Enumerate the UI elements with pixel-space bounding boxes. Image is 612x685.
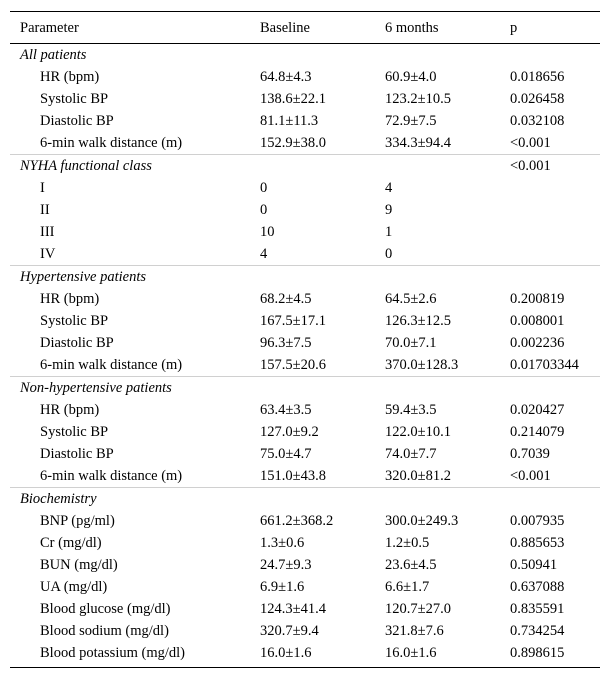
baseline-value: 152.9±38.0	[260, 135, 326, 151]
baseline-value: 661.2±368.2	[260, 513, 334, 529]
row-label: BUN (mg/dl)	[40, 557, 118, 573]
row-label: UA (mg/dl)	[40, 579, 108, 595]
p-value: 0.898615	[510, 645, 565, 661]
row-label: Blood glucose (mg/dl)	[40, 601, 171, 617]
row-label: HR (bpm)	[40, 291, 100, 307]
p-value: 0.200819	[510, 291, 565, 307]
baseline-value	[260, 44, 385, 67]
section-row	[10, 155, 600, 178]
table-row	[10, 598, 600, 620]
p-value	[510, 377, 600, 400]
six-months-value: 370.0±128.3	[385, 357, 459, 373]
baseline-value: 10	[260, 224, 275, 240]
table-row	[10, 221, 600, 243]
six-months-value	[385, 377, 510, 400]
baseline-value: 63.4±3.5	[260, 402, 312, 418]
six-months-value: 70.0±7.1	[385, 335, 437, 351]
six-months-value: 1.2±0.5	[385, 535, 430, 551]
six-months-value	[385, 44, 510, 67]
row-label: NYHA functional class	[10, 155, 260, 178]
p-value: 0.835591	[510, 601, 565, 617]
p-value: 0.50941	[510, 557, 558, 573]
row-label: Non-hypertensive patients	[10, 377, 260, 400]
p-value	[510, 177, 600, 199]
table-row	[10, 66, 600, 88]
p-value	[510, 221, 600, 243]
row-label: All patients	[20, 47, 87, 63]
baseline-value: 16.0±1.6	[260, 645, 312, 661]
six-months-value: 4	[385, 180, 393, 196]
baseline-value: 320.7±9.4	[260, 623, 319, 639]
p-value: <0.001	[510, 155, 600, 178]
row-label: Hypertensive patients	[10, 266, 260, 289]
row-label: II	[40, 202, 50, 218]
p-value: <0.001	[510, 135, 551, 151]
header-6-months: 6 months	[385, 12, 510, 44]
p-value: 0.020427	[510, 402, 565, 418]
row-label: Systolic BP	[40, 424, 109, 440]
table-row	[10, 110, 600, 132]
row-label: Systolic BP	[40, 91, 109, 107]
p-value: 0.637088	[510, 579, 565, 595]
six-months-value: 6.6±1.7	[385, 579, 430, 595]
section-row	[10, 377, 600, 400]
p-value: <0.001	[510, 468, 551, 484]
baseline-value: 75.0±4.7	[260, 446, 312, 462]
p-value: 0.885653	[510, 535, 565, 551]
six-months-value: 60.9±4.0	[385, 69, 437, 85]
header-row	[10, 12, 600, 44]
row-label: Diastolic BP	[40, 446, 114, 462]
baseline-value: 24.7±9.3	[260, 557, 312, 573]
p-value: 0.018656	[510, 69, 565, 85]
baseline-value: 157.5±20.6	[260, 357, 326, 373]
row-label: I	[40, 180, 45, 196]
table-row	[10, 421, 600, 443]
six-months-value: 120.7±27.0	[385, 601, 451, 617]
table-row	[10, 399, 600, 421]
p-value: 0.026458	[510, 91, 565, 107]
p-value: 0.214079	[510, 424, 565, 440]
row-label: BNP (pg/ml)	[40, 513, 115, 529]
six-months-value: 0	[385, 246, 393, 262]
row-label: Blood potassium (mg/dl)	[40, 645, 185, 661]
six-months-value: 9	[385, 202, 393, 218]
six-months-value: 59.4±3.5	[385, 402, 437, 418]
p-value	[510, 199, 600, 221]
section-row	[10, 44, 600, 67]
table-row	[10, 354, 600, 377]
baseline-value	[260, 488, 385, 511]
table-row	[10, 642, 600, 668]
baseline-value: 124.3±41.4	[260, 601, 326, 617]
baseline-value: 68.2±4.5	[260, 291, 312, 307]
table-row	[10, 199, 600, 221]
p-value: 0.734254	[510, 623, 565, 639]
header-parameter: Parameter	[10, 12, 260, 44]
row-label: Cr (mg/dl)	[40, 535, 102, 551]
baseline-value	[260, 377, 385, 400]
table-row	[10, 576, 600, 598]
row-label: Blood sodium (mg/dl)	[40, 623, 169, 639]
baseline-value: 6.9±1.6	[260, 579, 305, 595]
six-months-value: 320.0±81.2	[385, 468, 451, 484]
row-label: III	[40, 224, 55, 240]
six-months-value: 64.5±2.6	[385, 291, 437, 307]
p-value: 0.007935	[510, 513, 565, 529]
baseline-value: 127.0±9.2	[260, 424, 319, 440]
row-label: IV	[40, 246, 56, 262]
p-value: 0.01703344	[510, 357, 579, 373]
baseline-value: 0	[260, 202, 268, 218]
table-row	[10, 532, 600, 554]
six-months-value: 74.0±7.7	[385, 446, 437, 462]
row-label: 6-min walk distance (m)	[40, 135, 183, 151]
table-row	[10, 310, 600, 332]
six-months-value	[385, 155, 510, 178]
row-label: Systolic BP	[40, 313, 109, 329]
six-months-value: 300.0±249.3	[385, 513, 459, 529]
row-label: HR (bpm)	[40, 69, 100, 85]
six-months-value	[385, 488, 510, 511]
table-row	[10, 288, 600, 310]
p-value: 0.032108	[510, 113, 565, 129]
p-value: 0.002236	[510, 335, 565, 351]
baseline-value	[260, 155, 385, 178]
table-row	[10, 510, 600, 532]
baseline-value: 138.6±22.1	[260, 91, 326, 107]
row-label: 6-min walk distance (m)	[40, 357, 183, 373]
six-months-value: 1	[385, 224, 393, 240]
baseline-value: 96.3±7.5	[260, 335, 312, 351]
baseline-value: 64.8±4.3	[260, 69, 312, 85]
p-value	[510, 266, 600, 289]
six-months-value: 321.8±7.6	[385, 623, 444, 639]
six-months-value: 72.9±7.5	[385, 113, 437, 129]
table-row	[10, 243, 600, 266]
section-row	[10, 266, 600, 289]
six-months-value	[385, 266, 510, 289]
row-label: Diastolic BP	[40, 113, 114, 129]
six-months-value: 122.0±10.1	[385, 424, 451, 440]
table-row	[10, 132, 600, 155]
p-value	[510, 488, 600, 511]
table-row	[10, 620, 600, 642]
section-row	[10, 488, 600, 511]
six-months-value: 16.0±1.6	[385, 645, 437, 661]
table-row	[10, 465, 600, 488]
six-months-value: 123.2±10.5	[385, 91, 451, 107]
baseline-value: 81.1±11.3	[260, 113, 319, 129]
row-label: HR (bpm)	[40, 402, 100, 418]
table-row	[10, 88, 600, 110]
six-months-value: 23.6±4.5	[385, 557, 437, 573]
baseline-value: 4	[260, 246, 268, 262]
header-baseline: Baseline	[260, 12, 385, 44]
header-p: p	[510, 12, 600, 44]
baseline-value: 1.3±0.6	[260, 535, 305, 551]
data-table	[10, 11, 600, 668]
row-label: Diastolic BP	[40, 335, 114, 351]
baseline-value: 151.0±43.8	[260, 468, 326, 484]
baseline-value: 167.5±17.1	[260, 313, 326, 329]
baseline-value: 0	[260, 180, 268, 196]
six-months-value: 334.3±94.4	[385, 135, 451, 151]
row-label: 6-min walk distance (m)	[40, 468, 183, 484]
table-row	[10, 554, 600, 576]
table-row	[10, 177, 600, 199]
row-label: Biochemistry	[10, 488, 260, 511]
table-row	[10, 443, 600, 465]
p-value	[510, 243, 600, 266]
p-value: 0.7039	[510, 446, 550, 462]
six-months-value: 126.3±12.5	[385, 313, 451, 329]
p-value: 0.008001	[510, 313, 565, 329]
p-value	[510, 44, 600, 67]
table-row	[10, 332, 600, 354]
baseline-value	[260, 266, 385, 289]
